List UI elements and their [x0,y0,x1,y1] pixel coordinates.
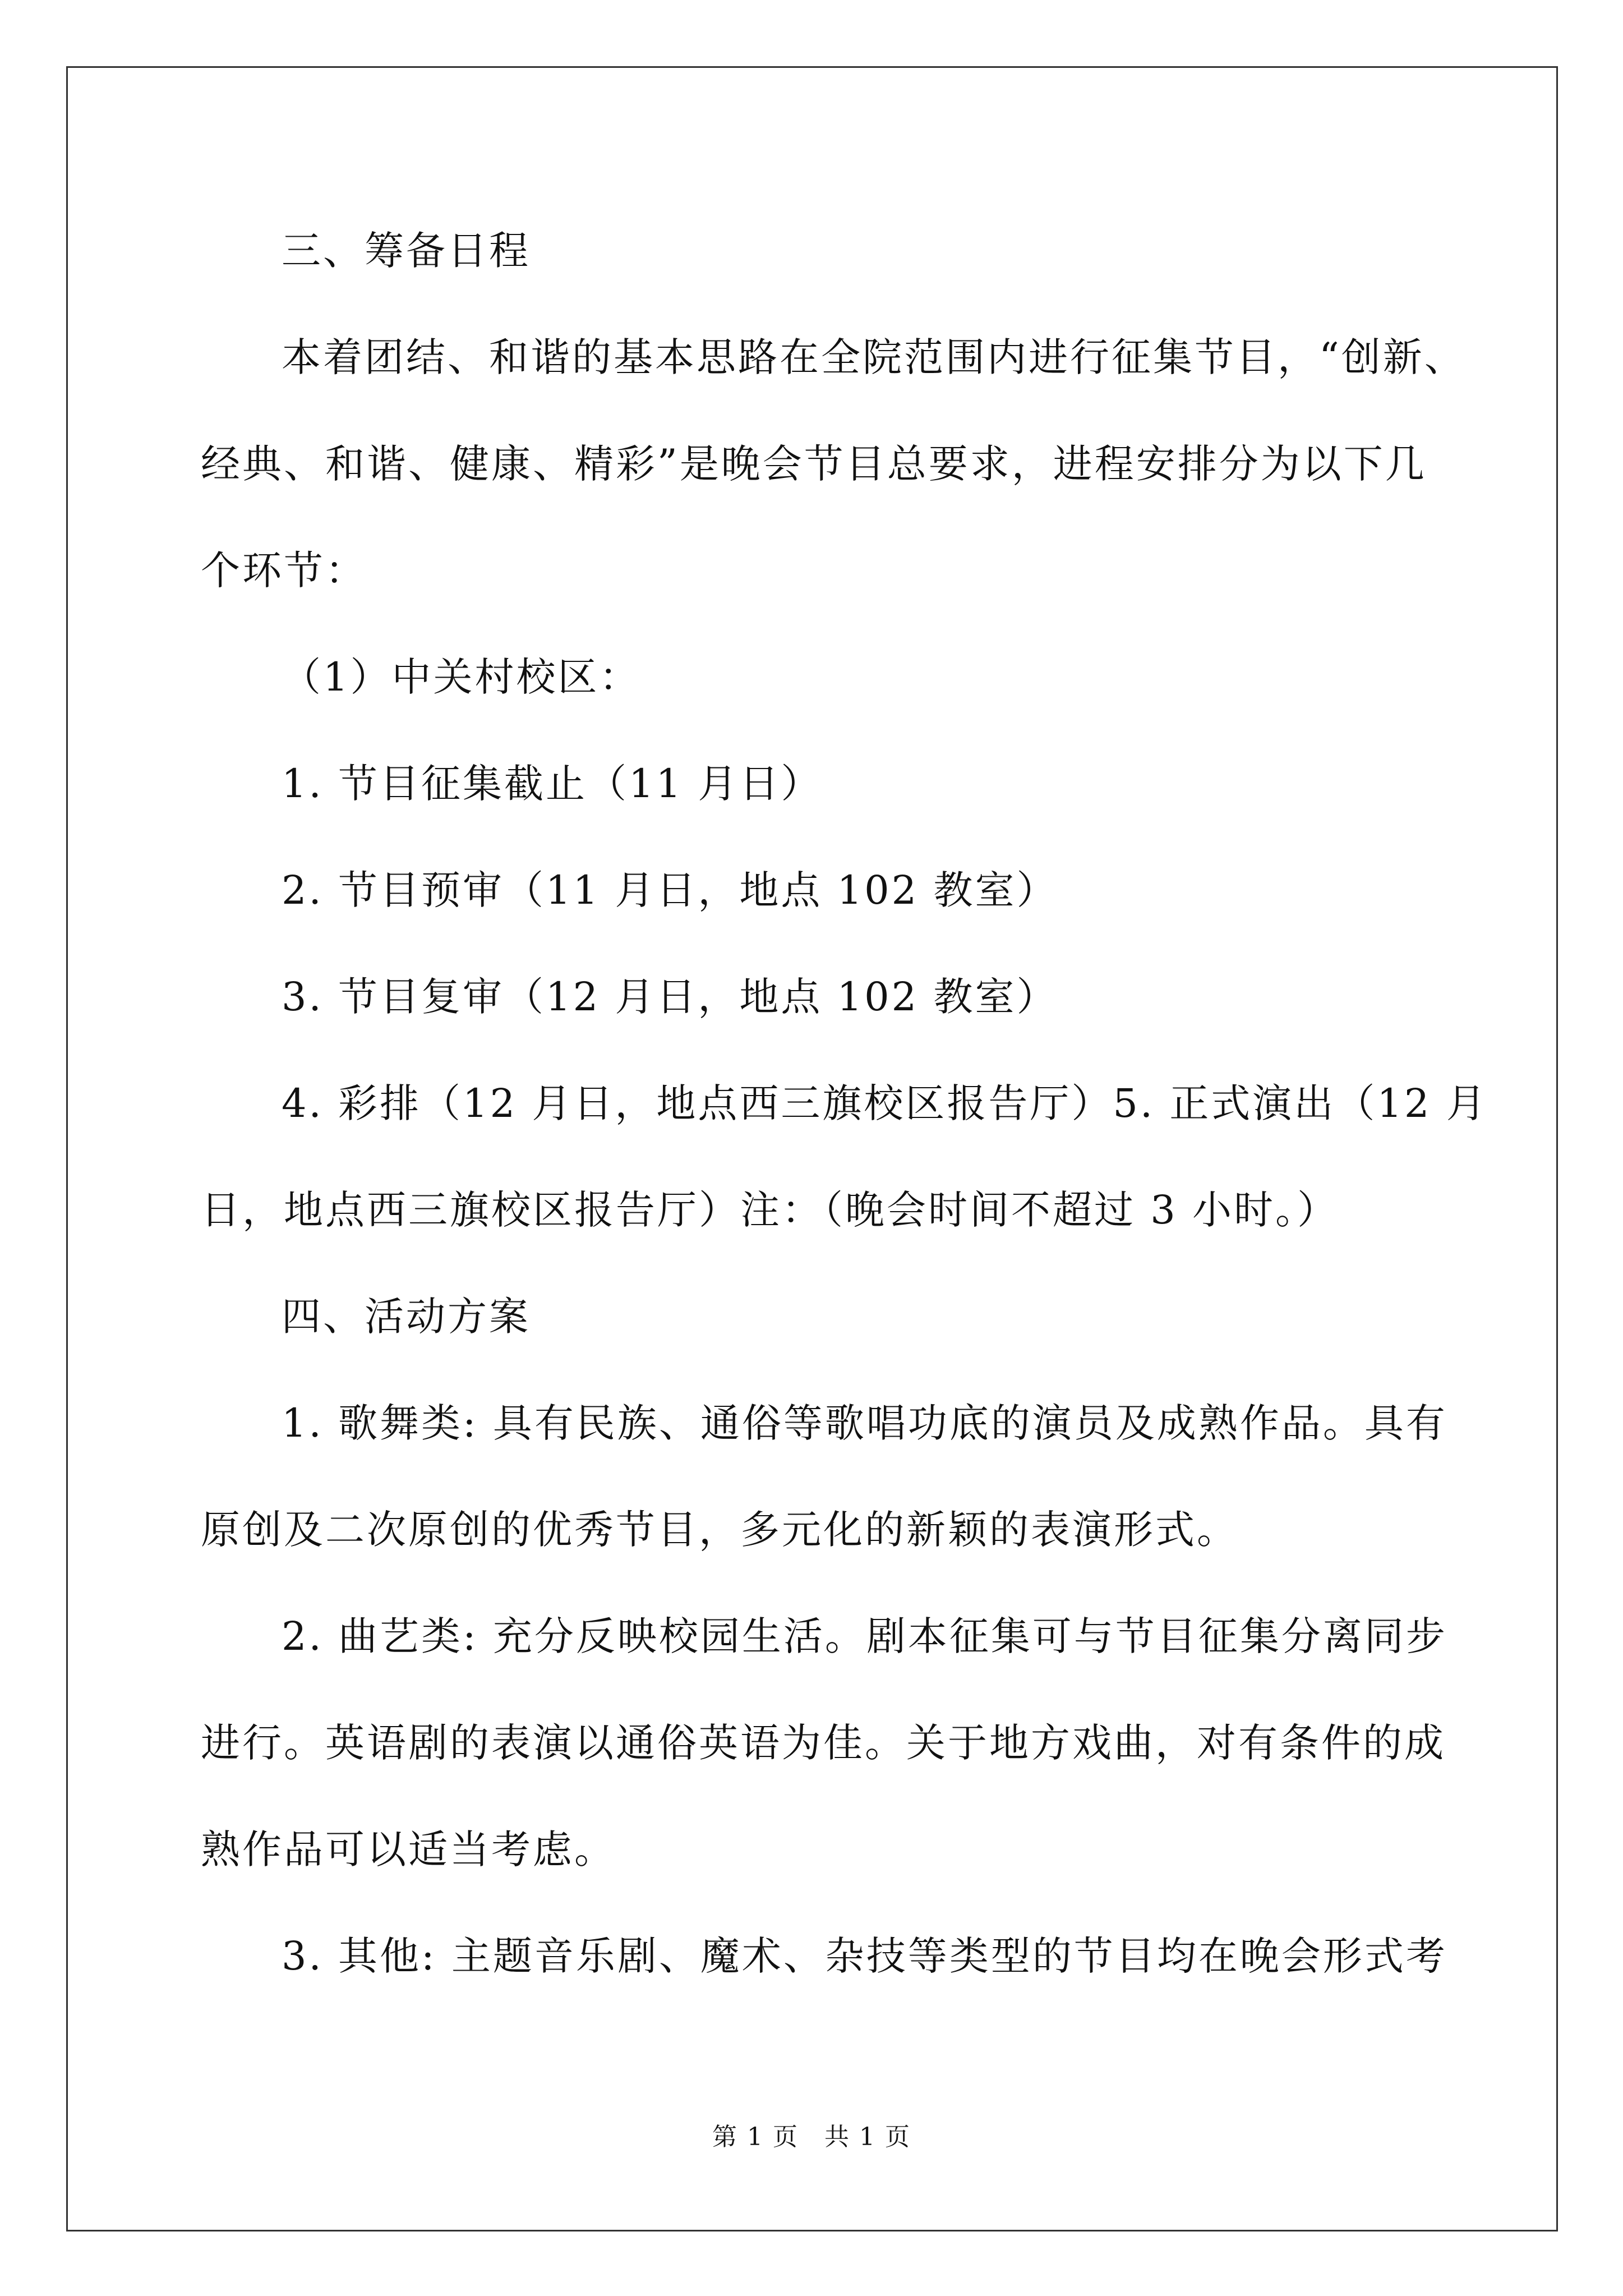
list-item: 4. 彩排（12 月日，地点西三旗校区报告厅）5. 正式演出（12 月 [282,1080,1488,1126]
list-item: 3. 节目复审（12 月日，地点 102 教室） [282,974,1058,1020]
paragraph-line: 经典、和谐、健康、精彩”是晚会节目总要求，进程安排分为以下几 [201,441,1427,487]
list-item-continued: 熟作品可以适当考虑。 [201,1826,616,1872]
list-item: 2. 曲艺类: 充分反映校园生活。剧本征集可与节目征集分离同步 [282,1613,1447,1659]
list-item-continued: 进行。英语剧的表演以通俗英语为佳。关于地方戏曲，对有条件的成 [201,1720,1446,1766]
list-item-continued: 原创及二次原创的优秀节目，多元化的新颖的表演形式。 [201,1507,1238,1553]
list-item: 2. 节目预审（11 月日，地点 102 教室） [282,867,1058,913]
page-border [66,66,1558,2231]
section-heading: 三、筹备日程 [282,228,531,274]
list-item: 1. 歌舞类: 具有民族、通俗等歌唱功底的演员及成熟作品。具有 [282,1400,1447,1446]
paragraph-line: 本着团结、和谐的基本思路在全院范围内进行征集节目，“创新、 [282,334,1466,380]
paragraph-line: 个环节： [201,547,367,593]
page-number-footer: 第 1 页 共 1 页 [712,2123,911,2151]
list-item-continued: 日，地点西三旗校区报告厅）注：（晚会时间不超过 3 小时。） [201,1187,1339,1233]
list-item: 3. 其他: 主题音乐剧、魔术、杂技等类型的节目均在晚会形式考 [282,1933,1447,1979]
list-item: 1. 节目征集截止（11 月日） [282,761,823,807]
section-heading: 四、活动方案 [282,1294,531,1340]
subsection-heading: （1）中关村校区： [282,654,641,700]
